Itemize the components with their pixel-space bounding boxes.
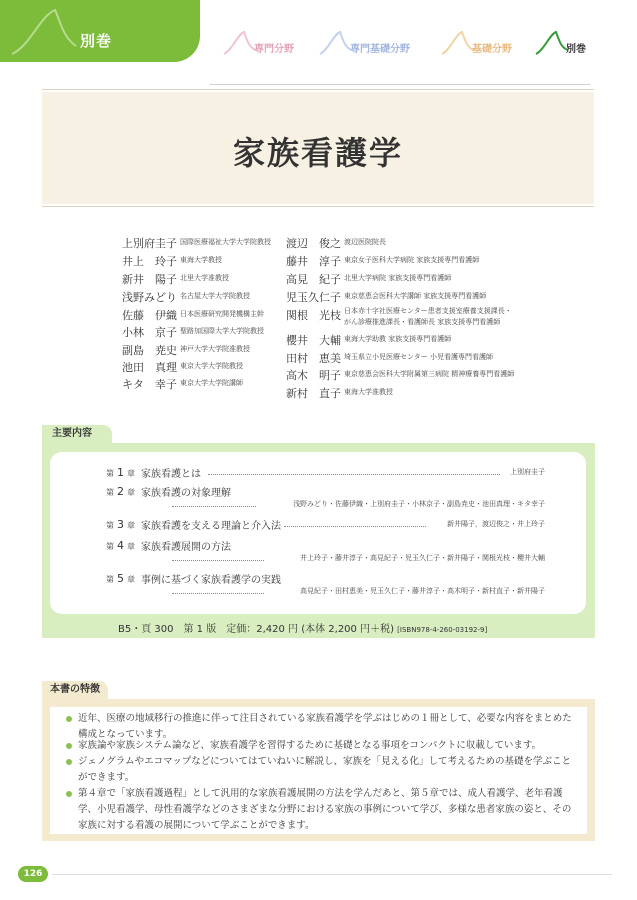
chapter-suffix: 章 bbox=[127, 488, 135, 497]
chapter-authors: 高見紀子・田村恵美・児玉久仁子・藤井淳子・高木明子・新村直子・新井陽子 bbox=[300, 587, 545, 595]
author-affiliation: 神戸大学大学院准教授 bbox=[180, 345, 250, 353]
book-title: 家族看護学 bbox=[232, 134, 403, 172]
author-row bbox=[122, 270, 229, 286]
chapter-num: 4 bbox=[117, 539, 124, 552]
nav-item-senmon-kiso[interactable]: 専門基礎分野 bbox=[350, 44, 410, 55]
author-row bbox=[286, 384, 393, 400]
author-name: 関根 光枝 bbox=[286, 309, 341, 322]
author-affiliation: 国際医療福祉大学大学院教授 bbox=[180, 238, 271, 246]
chapter-prefix: 第 bbox=[106, 575, 114, 584]
author-affiliation: 渡辺医院院長 bbox=[344, 238, 386, 246]
author-name: キタ 幸子 bbox=[122, 378, 177, 391]
green-stroke-icon bbox=[534, 30, 570, 56]
author-affiliation: 東京慈恵会医科大学附属第三病院 精神療養専門看護師 bbox=[344, 370, 515, 378]
feature-item: 第４章で「家族看護過程」として汎用的な家族看護展開の方法を学んだあと、第５章では、成人看護学、老年看護学、小児看護学、母性看護学などのさまざまな分野における家族の事例について学び、多様な患者家族の姿と、その家族に対する看護の展開について学ぶことができます。 bbox=[78, 788, 572, 831]
author-name: 上別府圭子 bbox=[122, 237, 177, 250]
nav-item-senmon[interactable]: 専門分野 bbox=[254, 44, 294, 55]
bullet-dot-icon bbox=[66, 759, 72, 765]
price-text: B5・頁 300 第 1 版 定価：2,420 円 (本体 2,200 円＋税) bbox=[118, 624, 394, 635]
chapter-title: 家族看護を支える理論と介入法 bbox=[141, 521, 281, 532]
leaf-stroke-icon bbox=[10, 6, 80, 56]
author-row bbox=[122, 375, 243, 391]
author-affiliation: 東京大学大学院講師 bbox=[180, 379, 243, 387]
author-row bbox=[122, 358, 243, 374]
author-name: 井上 玲子 bbox=[122, 255, 177, 268]
chapter-authors: 新井陽子，渡辺俊之・井上玲子 bbox=[447, 520, 545, 528]
author-affiliation: 北里大学准教授 bbox=[180, 274, 229, 282]
bullet-dot-icon bbox=[66, 791, 72, 797]
title-box bbox=[42, 92, 594, 204]
author-row bbox=[122, 341, 250, 357]
chapter-number bbox=[106, 518, 135, 531]
leader-dots bbox=[172, 593, 264, 594]
chapter-title: 家族看護の対象理解 bbox=[141, 488, 231, 499]
author-row bbox=[122, 288, 250, 304]
features-heading: 本書の特徴 bbox=[42, 681, 108, 699]
author-affiliation-line2: がん診療推進課長・看護師長 家族支援専門看護師 bbox=[344, 318, 501, 326]
author-name: 田村 恵美 bbox=[286, 352, 341, 365]
chapter-prefix: 第 bbox=[106, 488, 114, 497]
orange-stroke-icon bbox=[440, 30, 476, 56]
leader-dots bbox=[172, 506, 256, 507]
chapter-suffix: 章 bbox=[127, 469, 135, 478]
bullet-dot-icon bbox=[66, 743, 72, 749]
author-affiliation: 東海大学准教授 bbox=[344, 388, 393, 396]
author-affiliation: 聖路加国際大学大学院教授 bbox=[180, 327, 264, 335]
chapter-authors: 浅野みどり・佐藤伊織・上別府圭子・小林京子・副島尭史・池田真理・キタ幸子 bbox=[293, 500, 545, 508]
author-name: 浅野みどり bbox=[122, 291, 177, 304]
author-row bbox=[122, 252, 222, 268]
author-name: 藤井 淳子 bbox=[286, 255, 341, 268]
author-row bbox=[286, 366, 515, 382]
author-row bbox=[122, 323, 264, 339]
author-row bbox=[122, 234, 271, 250]
chapter-authors: 井上玲子・藤井淳子・高見紀子・児玉久仁子・新井陽子・関根光枝・櫻井大輔 bbox=[300, 554, 545, 562]
chapter-number bbox=[106, 539, 135, 552]
chapter-prefix: 第 bbox=[106, 521, 114, 530]
blue-stroke-icon bbox=[318, 30, 354, 56]
author-name: 新井 陽子 bbox=[122, 273, 177, 286]
feature-item: 家族論や家族システム論など、家族看護学を習得するために基礎となる事項をコンパクトに収載しています。 bbox=[78, 740, 542, 751]
bullet-dot-icon bbox=[66, 716, 72, 722]
section-tab-label: 別巻 bbox=[80, 32, 113, 50]
author-affiliation: 東海大学助教 家族支援専門看護師 bbox=[344, 335, 452, 343]
chapter-title: 家族看護とは bbox=[141, 469, 201, 480]
chapter-number bbox=[106, 466, 135, 479]
author-row bbox=[286, 349, 493, 365]
chapter-number bbox=[106, 572, 135, 585]
nav-item-kiso[interactable]: 基礎分野 bbox=[472, 44, 512, 55]
footer-divider bbox=[52, 874, 612, 875]
author-name: 副島 尭史 bbox=[122, 344, 177, 357]
author-name: 渡辺 俊之 bbox=[286, 237, 341, 250]
leader-dots bbox=[172, 560, 264, 561]
chapter-authors: 上別府圭子 bbox=[510, 468, 545, 476]
chapter-num: 1 bbox=[117, 466, 124, 479]
author-name: 佐藤 伊織 bbox=[122, 309, 177, 322]
page-number: 126 bbox=[18, 866, 48, 882]
author-name: 高木 明子 bbox=[286, 369, 341, 382]
chapter-title: 家族看護展開の方法 bbox=[141, 542, 231, 553]
author-row bbox=[286, 306, 512, 326]
chapter-num: 2 bbox=[117, 485, 124, 498]
leader-dots bbox=[208, 474, 500, 475]
contents-heading: 主要内容 bbox=[42, 425, 112, 443]
author-name: 高見 紀子 bbox=[286, 273, 341, 286]
chapter-num: 3 bbox=[117, 518, 124, 531]
author-name: 櫻井 大輔 bbox=[286, 334, 341, 347]
author-affiliation: 東海大学教授 bbox=[180, 256, 222, 264]
author-affiliation: 東京大学大学院教授 bbox=[180, 362, 243, 370]
chapter-num: 5 bbox=[117, 572, 124, 585]
author-name: 新村 直子 bbox=[286, 387, 341, 400]
header-divider bbox=[210, 84, 590, 85]
isbn-text: [ISBN978-4-260-03192-9] bbox=[397, 626, 488, 634]
chapter-suffix: 章 bbox=[127, 575, 135, 584]
chapter-title: 事例に基づく家族看護学の実践 bbox=[141, 575, 281, 586]
author-affiliation: 東京女子医科大学病院 家族支援専門看護師 bbox=[344, 256, 480, 264]
author-affiliation: 北里大学病院 家族支援専門看護師 bbox=[344, 274, 452, 282]
chapter-prefix: 第 bbox=[106, 469, 114, 478]
author-affiliation: 名古屋大学大学院教授 bbox=[180, 292, 250, 300]
chapter-suffix: 章 bbox=[127, 521, 135, 530]
leader-dots bbox=[284, 526, 426, 527]
author-affiliation: 日本医療研究開発機構主幹 bbox=[180, 310, 264, 318]
chapter-number bbox=[106, 485, 135, 498]
author-affiliation: 埼玉県立小児医療センター 小児看護専門看護師 bbox=[344, 353, 493, 361]
author-name: 小林 京子 bbox=[122, 326, 177, 339]
chapter-suffix: 章 bbox=[127, 542, 135, 551]
author-name: 児玉久仁子 bbox=[286, 291, 341, 304]
author-row bbox=[286, 288, 487, 304]
chapter-prefix: 第 bbox=[106, 542, 114, 551]
author-row bbox=[286, 252, 480, 268]
price-line bbox=[118, 620, 487, 635]
feature-item: 近年、医療の地域移行の推進に伴って注目されている家族看護学を学ぶはじめの１冊として、必要な内容をまとめた構成となっています。 bbox=[78, 713, 572, 740]
author-row bbox=[286, 234, 386, 250]
author-affiliation: 日本赤十字社医療センター患者支援室療養支援課長・ bbox=[344, 307, 512, 315]
author-name: 池田 真理 bbox=[122, 361, 177, 374]
pink-stroke-icon bbox=[222, 30, 258, 56]
author-row bbox=[122, 306, 264, 322]
feature-item: ジェノグラムやエコマップなどについてはていねいに解説し、家族を「見える化」して考えるための基礎を学ぶことができます。 bbox=[78, 756, 572, 783]
author-row bbox=[286, 270, 452, 286]
author-row bbox=[286, 331, 452, 347]
author-affiliation: 東京慈恵会医科大学講師 家族支援専門看護師 bbox=[344, 292, 487, 300]
nav-item-bekkan[interactable]: 別巻 bbox=[566, 44, 586, 55]
